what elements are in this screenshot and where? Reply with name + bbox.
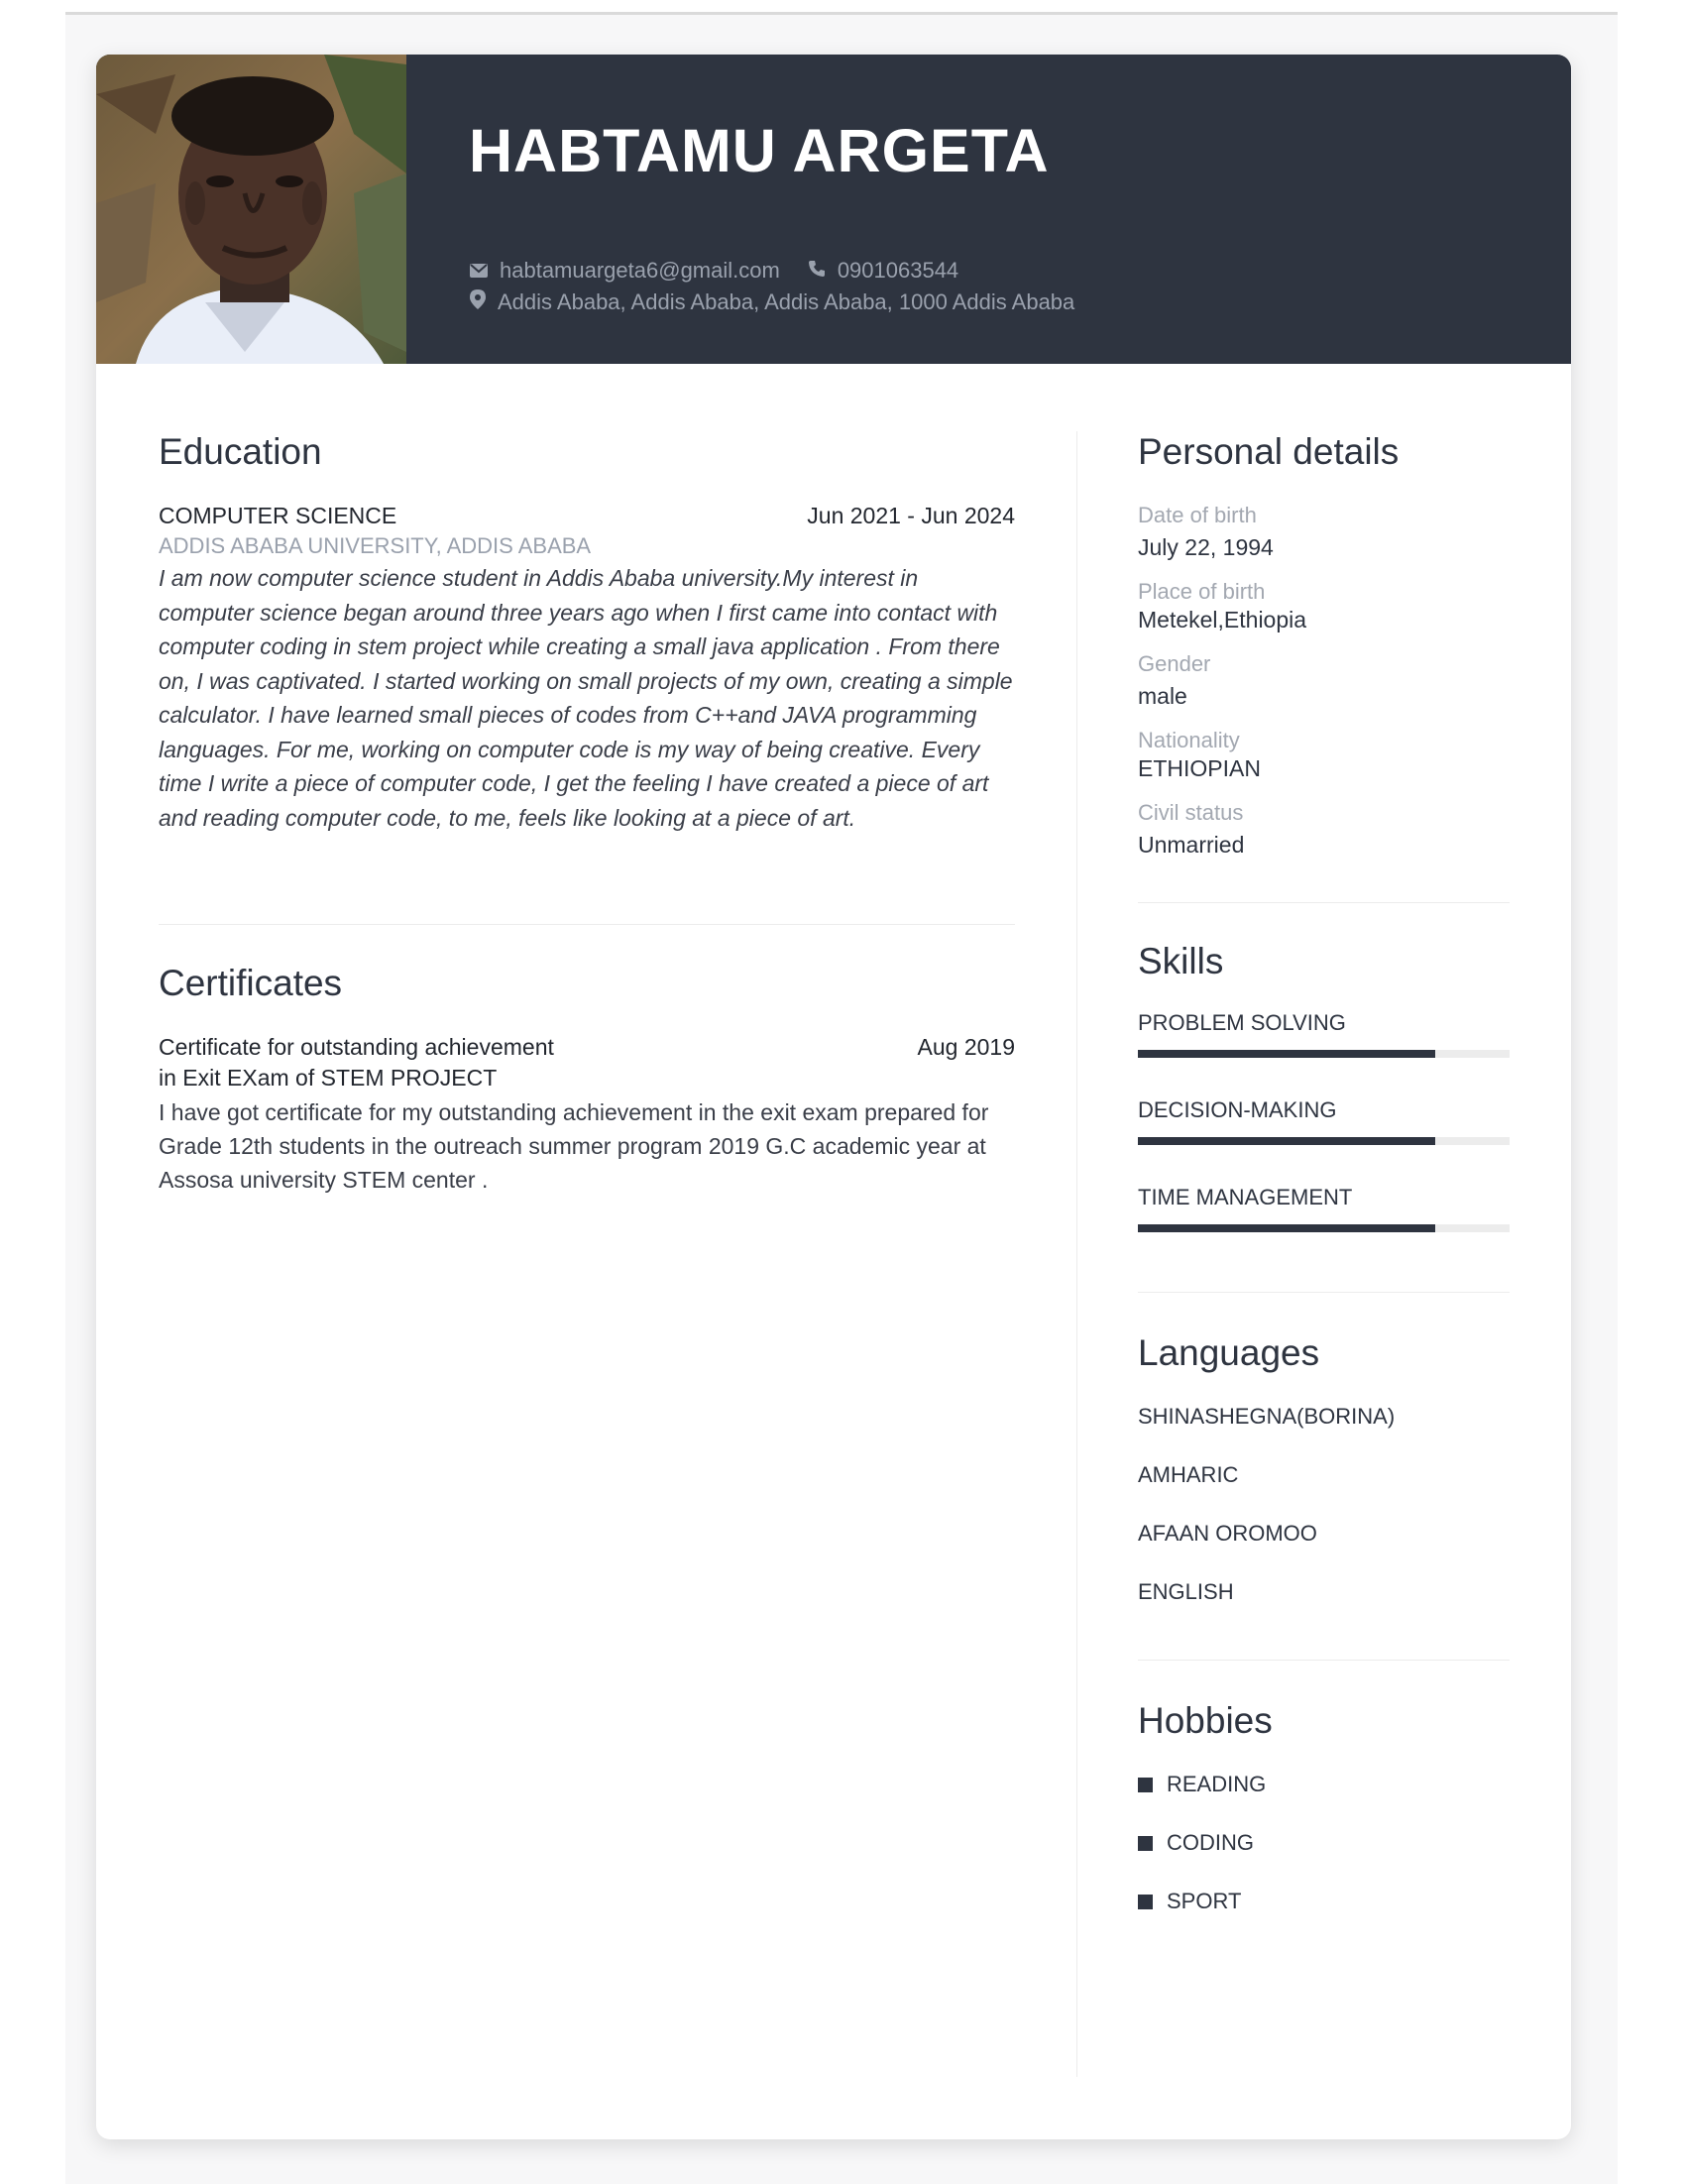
personal-value-civil-status: Unmarried (1138, 832, 1245, 858)
skill-item (1138, 1185, 1510, 1232)
skills-title: Skills (1138, 941, 1224, 981)
location-pin-icon (470, 289, 486, 315)
education-description: I am now computer science student in Addis Ababa university.My interest in computer science began around three years ago when I first came into contact with computer coding in stem project while creating a small java application . From there on, I was captivated. I started working on small projects of my own, creating a simple calculator. I have learned small pieces of codes from C++and JAVA programming languages. For me, working on computer code is my way of being creative. Every time I write a piece of computer code, I get the feeling I have created a piece of art and reading computer code, to me, feels like looking at a piece of art. (159, 565, 1013, 831)
certificate-name-line2-row (159, 1065, 1015, 1092)
personal-label-nationality: Nationality (1138, 728, 1240, 752)
personal-label-gender: Gender (1138, 651, 1211, 676)
certificate-description: I have got certificate for my outstanding achievement in the exit exam prepared for Grade 12th students in the outreach summer program 2019 G.C academic year at Assosa university STEM center . (159, 1099, 989, 1193)
hobby-label: CODING (1167, 1830, 1254, 1855)
certificates-title: Certificates (159, 963, 343, 1003)
sidebar-column (1138, 431, 1510, 1914)
address-text: Addis Ababa, Addis Ababa, Addis Ababa, 1000 Addis Ababa (498, 289, 1075, 314)
skill-bar-fill (1138, 1050, 1435, 1058)
envelope-icon (470, 258, 488, 284)
contact-row-email-phone (470, 258, 958, 284)
skill-bar-track (1138, 1137, 1510, 1145)
personal-label-date-of-birth: Date of birth (1138, 503, 1257, 527)
hobby-label: SPORT (1167, 1889, 1242, 1913)
certificate-name-line1: Certificate for outstanding achievement (159, 1034, 554, 1060)
certificate-entry-header (159, 1034, 1015, 1061)
section-divider (1138, 1660, 1510, 1661)
skill-bar-track (1138, 1050, 1510, 1058)
column-divider (1076, 431, 1077, 2077)
skill-item (1138, 1010, 1510, 1058)
hobbies-title: Hobbies (1138, 1700, 1273, 1741)
hobby-item (1138, 1830, 1510, 1856)
education-dates: Jun 2021 - Jun 2024 (807, 503, 1015, 528)
language-item: AFAAN OROMOO (1138, 1521, 1317, 1546)
personal-details-title: Personal details (1138, 431, 1400, 472)
personal-label-civil-status: Civil status (1138, 800, 1244, 825)
resume-header (96, 55, 1571, 364)
personal-item (1138, 579, 1510, 633)
personal-value-nationality: ETHIOPIAN (1138, 755, 1261, 781)
certificate-date: Aug 2019 (917, 1034, 1015, 1060)
hobby-label: READING (1167, 1772, 1267, 1796)
hobby-item (1138, 1889, 1510, 1914)
skill-name: TIME MANAGEMENT (1138, 1185, 1353, 1209)
language-item: SHINASHEGNA(BORINA) (1138, 1404, 1396, 1429)
candidate-name: HABTAMU ARGETA (469, 117, 1050, 184)
education-title: Education (159, 431, 322, 472)
bullet-square-icon (1138, 1895, 1153, 1909)
section-divider (1138, 1292, 1510, 1293)
education-entry-header (159, 503, 1015, 529)
section-divider (159, 924, 1015, 925)
personal-label-place-of-birth: Place of birth (1138, 579, 1266, 604)
resume-card (96, 55, 1571, 2139)
profile-photo (96, 55, 406, 364)
personal-item (1138, 728, 1510, 782)
bullet-square-icon (1138, 1778, 1153, 1792)
phone-icon (808, 258, 826, 284)
education-degree: COMPUTER SCIENCE (159, 503, 397, 528)
language-item: AMHARIC (1138, 1462, 1239, 1487)
skill-name: DECISION-MAKING (1138, 1097, 1337, 1122)
skill-name: PROBLEM SOLVING (1138, 1010, 1346, 1035)
email-text[interactable]: habtamuargeta6@gmail.com (500, 258, 780, 283)
bullet-square-icon (1138, 1836, 1153, 1851)
contact-row-address (470, 289, 1074, 315)
personal-value-gender: male (1138, 683, 1187, 709)
personal-item (1138, 800, 1510, 859)
personal-item (1138, 651, 1510, 710)
skill-bar-track (1138, 1224, 1510, 1232)
main-column (159, 431, 1015, 1197)
certificate-name-line2: in Exit EXam of STEM PROJECT (159, 1065, 498, 1091)
language-item: ENGLISH (1138, 1579, 1234, 1604)
personal-value-place-of-birth: Metekel,Ethiopia (1138, 607, 1307, 632)
hobby-item (1138, 1772, 1510, 1797)
personal-item (1138, 503, 1510, 561)
languages-title: Languages (1138, 1332, 1320, 1373)
phone-text[interactable]: 0901063544 (837, 258, 959, 283)
skill-bar-fill (1138, 1224, 1435, 1232)
education-school: ADDIS ABABA UNIVERSITY, ADDIS ABABA (159, 533, 592, 558)
section-divider (1138, 902, 1510, 903)
personal-value-date-of-birth: July 22, 1994 (1138, 534, 1274, 560)
skill-item (1138, 1097, 1510, 1145)
skill-bar-fill (1138, 1137, 1435, 1145)
